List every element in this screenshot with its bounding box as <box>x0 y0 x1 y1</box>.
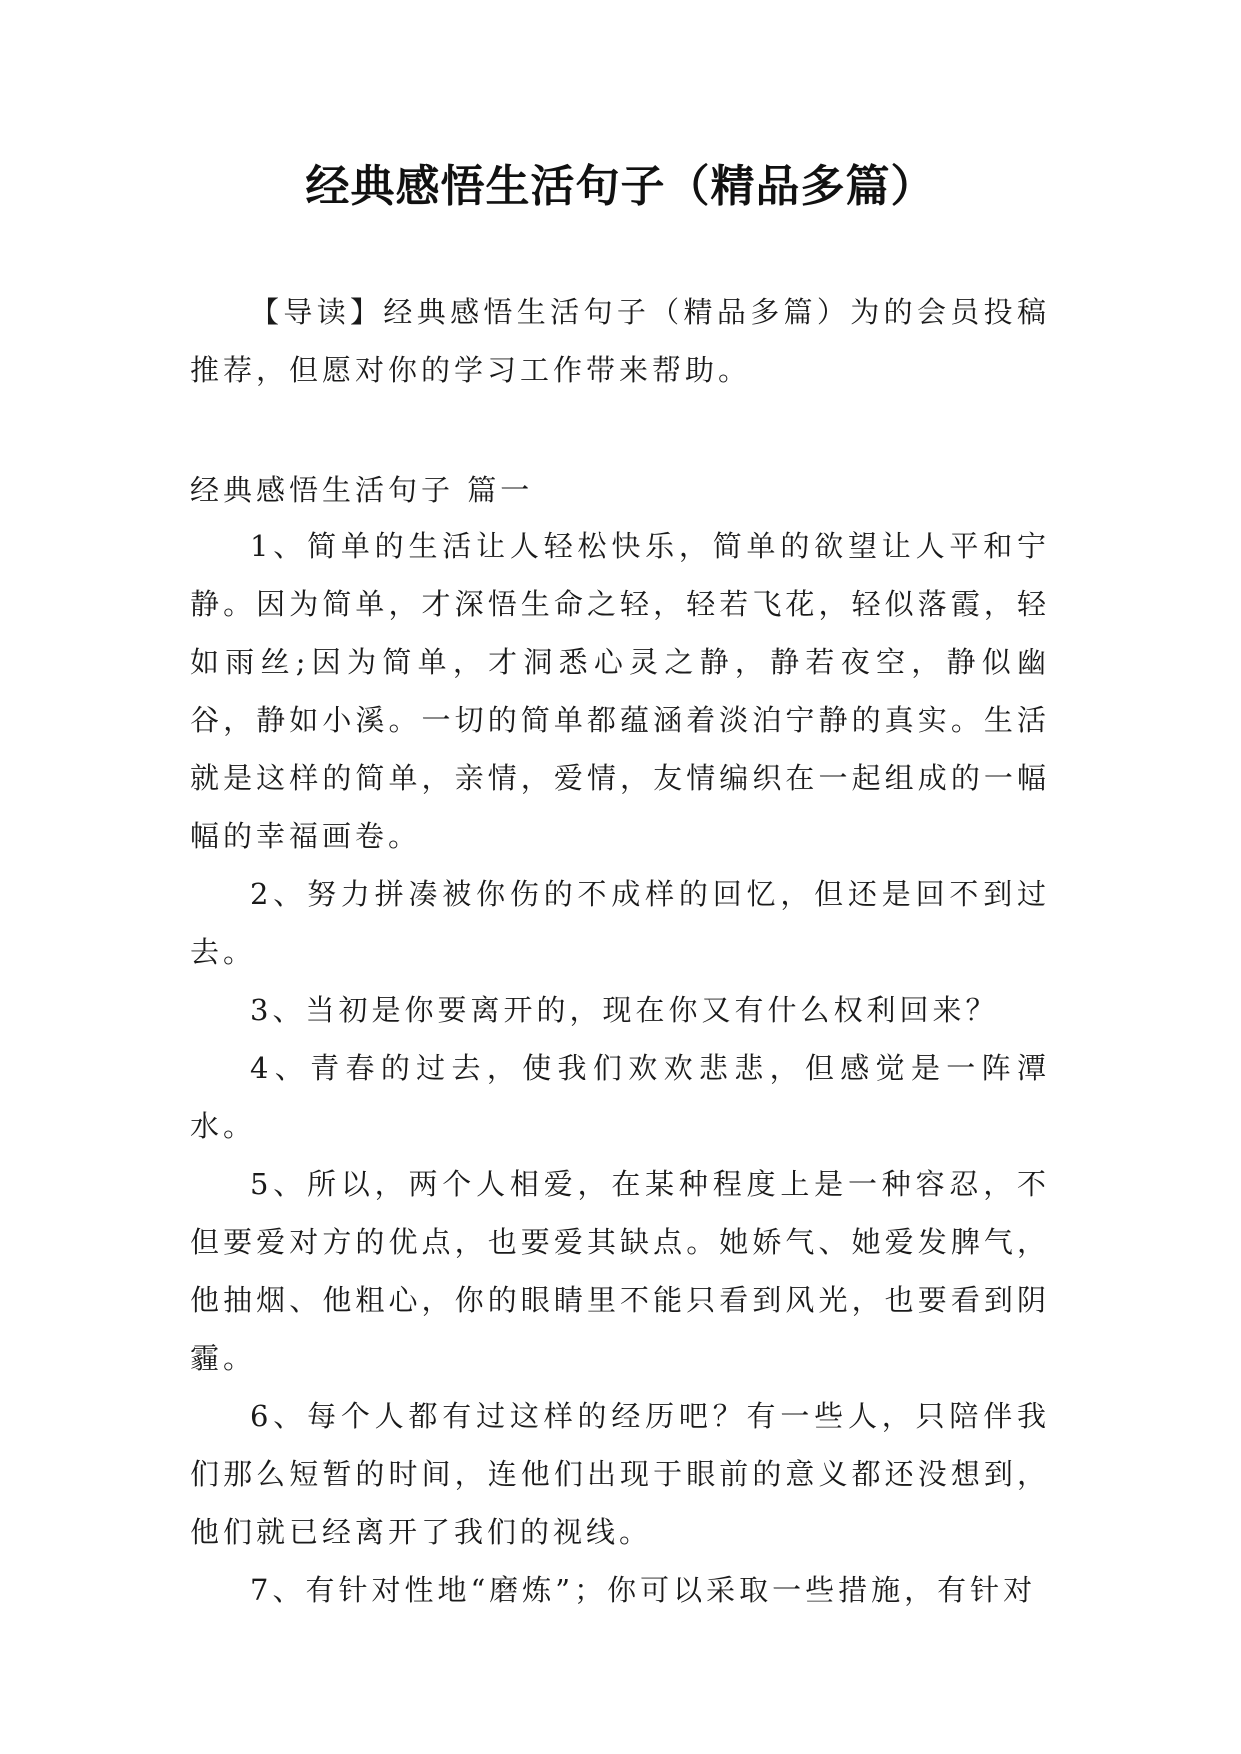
sentence-item-4: 4、青春的过去，使我们欢欢悲悲，但感觉是一阵潭水。 <box>190 1051 1050 1143</box>
sentence-item-5: 5、所以，两个人相爱，在某种程度上是一种容忍，不但要爱对方的优点，也要爱其缺点。她娇气、她爱发脾气，他抽烟、他粗心，你的眼睛里不能只看到风光，也要看到阴霾。 <box>190 1167 1050 1375</box>
sentence-item-7: 7、有针对性地“磨炼”；你可以采取一些措施，有针对 <box>250 1573 1037 1607</box>
intro-paragraph: 【导读】经典感悟生活句子（精品多篇）为的会员投稿推荐，但愿对你的学习工作带来帮助。 <box>190 295 1050 387</box>
sentence-list <box>190 517 1050 1619</box>
sentence-item-1: 1、简单的生活让人轻松快乐，简单的欲望让人平和宁静。因为简单，才深悟生命之轻，轻若飞花，轻似落霞，轻如雨丝;因为简单，才洞悉心灵之静，静若夜空，静似幽谷，静如小溪。一切的简单都蕴涵着淡泊宁静的真实。生活就是这样的简单，亲情，爱情，友情编织在一起组成的一幅幅的幸福画卷。 <box>190 529 1050 853</box>
section-heading: 经典感悟生活句子 篇一 <box>190 473 534 507</box>
sentence-item-6: 6、每个人都有过这样的经历吧？有一些人，只陪伴我们那么短暂的时间，连他们出现于眼前的意义都还没想到，他们就已经离开了我们的视线。 <box>190 1399 1050 1549</box>
sentence-item-3: 3、当初是你要离开的，现在你又有什么权利回来？ <box>250 993 999 1027</box>
document-title: 经典感悟生活句子（精品多篇） <box>305 161 936 212</box>
sentence-item-2: 2、努力拼凑被你伤的不成样的回忆，但还是回不到过去。 <box>190 877 1050 969</box>
